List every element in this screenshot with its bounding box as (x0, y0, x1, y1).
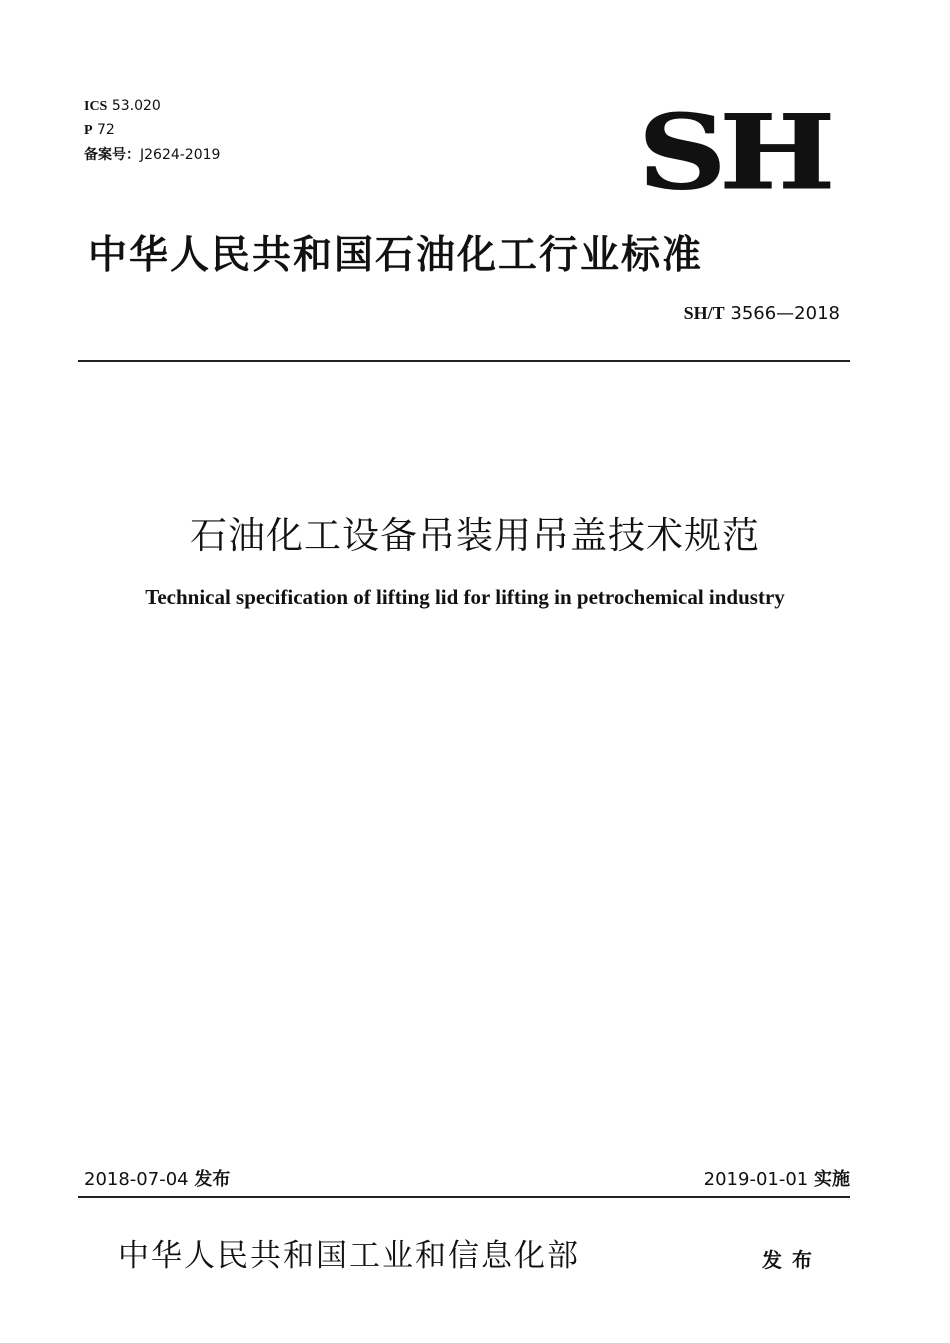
filing-label: 备案号： (84, 147, 140, 163)
effective-date (704, 1168, 850, 1192)
ics-value: 53.020 (111, 98, 161, 114)
ics-label: ICS (84, 99, 108, 114)
category-value: 72 (97, 122, 115, 138)
standard-number-value: 3566—2018 (730, 303, 840, 324)
document-title-en: Technical specification of lifting lid for lifting in petrochemical industry (145, 585, 785, 609)
publish-date (84, 1168, 230, 1192)
document-title-cn: 石油化工设备吊装用吊盖技术规范 (190, 514, 760, 557)
publish-date-label: 发布 (194, 1169, 231, 1190)
footer-divider (78, 1196, 850, 1198)
publish-date-value: 2018-07-04 (84, 1169, 189, 1190)
effective-date-label: 实施 (814, 1169, 850, 1190)
sh-logo (636, 104, 832, 196)
sh-logo-mark (636, 104, 832, 196)
category-code (84, 121, 115, 140)
filing-number (84, 146, 220, 164)
standard-number-prefix: SH/T (683, 303, 725, 323)
category-label: P (84, 123, 93, 138)
standard-heading: 中华人民共和国石油化工行业标准 (88, 233, 704, 278)
issuing-action: 发布 (762, 1248, 822, 1272)
sh-logo-text: SH (638, 104, 830, 196)
ics-code (84, 97, 161, 116)
issuing-authority: 中华人民共和国工业和信息化部 (118, 1238, 580, 1274)
effective-date-value: 2019-01-01 (703, 1169, 809, 1190)
filing-value: J2624-2019 (140, 147, 221, 163)
header-divider (78, 360, 850, 362)
standard-number (684, 302, 840, 325)
